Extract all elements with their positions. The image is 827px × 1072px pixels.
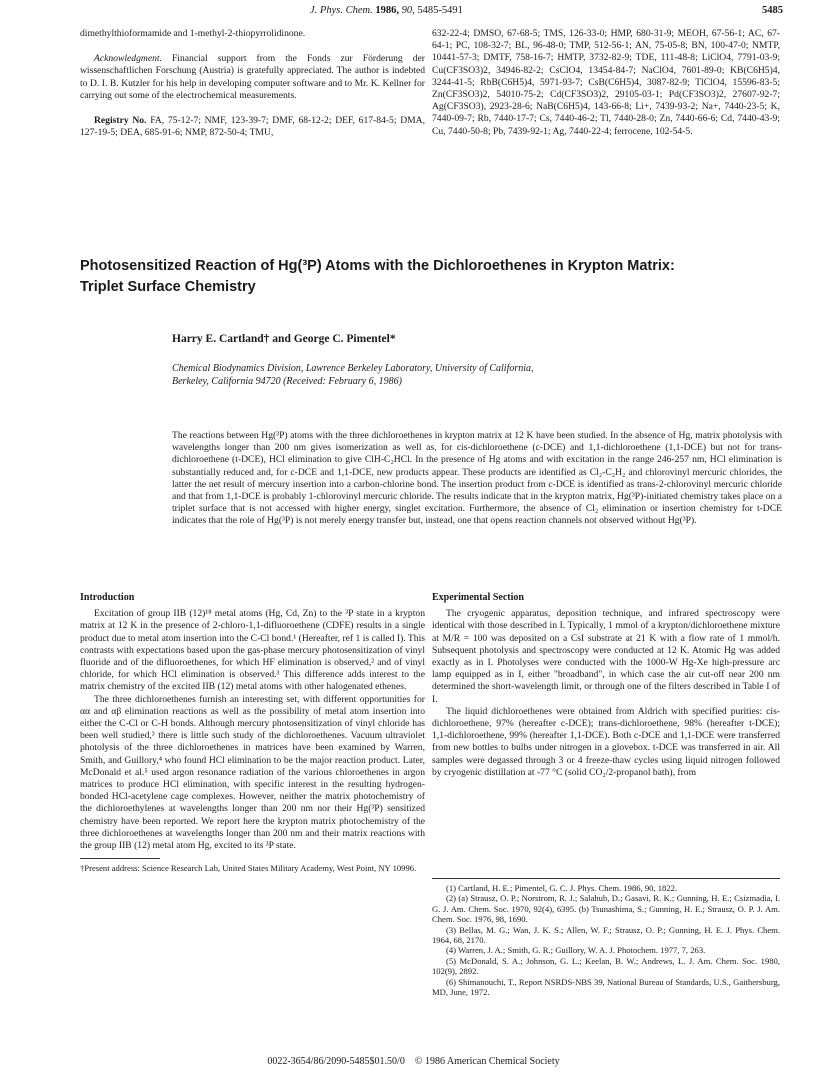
reference-item: (5) McDonald, S. A.; Johnson, G. L.; Keelan, B. W.; Andrews, L. J. Am. Chem. Soc. 1980, 102(9), 2892. xyxy=(432,955,780,977)
abstract: The reactions between Hg(³P) atoms with the three dichloroethenes in krypton matrix at 12 K have been studied. In the absence of Hg, matrix photolysis with wavelengths longer than 200 nm gives isomerization as well as, for cis-dichloroethene (c-DCE) and 1,1-dichloroethene (1,1-DCE) but not for trans-dichloroethene (t-DCE), HCl elimination to give ClH-C₂HCl. In the presence of Hg atoms and with excitation in the range 246-257 nm, HCl elimination is substantially reduced and, for c-DCE and 1,1-DCE, new products appear. These products are identified as Cl₂-C₂H₂ and chlorovinyl mercuric chlorides, the latter the net result of mercury insertion into a carbon-chlorine bond. The insertion product from c-DCE is identified as trans-2-chlorovinyl mercuric chloride and that from 1,1-DCE is probably 1-chlorovinyl mercuric chloride. The results indicate that in the krypton matrix, Hg(³P)-initiated chemistry takes place on a triplet surface that is not accessed with higher energy, singlet excitation. Furthermore, the absence of Cl₂ elimination or insertion chemistry for t-DCE indicates that the role of Hg(³P) is not merely energy transfer but, instead, one that opens reaction channels not observed without Hg(³P). xyxy=(172,430,782,527)
experimental-paragraph-1: The cryogenic apparatus, deposition technique, and infrared spectroscopy were identical with those described in I. Typically, 1 mmol of a krypton/dichloroethene mixture at M/R = 100 was deposited on a CsI substrate at 21 K with a flow rate of 1 mmol/h. Subsequent photolysis and spectroscopy were conducted at 12 K. Atomic Hg was added exactly as in I. Photolyses were conducted with the 1000-W Hg-Xe high-pressure arc lamp equipped as in I, either "broadband", in which case the air cut-off near 200 nm determined the short-wavelength limit, or through one of the filters described in Table I of I. xyxy=(432,608,780,705)
footer-copyright: © 1986 American Chemical Society xyxy=(414,1056,560,1067)
reference-item: (6) Shimanouchi, T., Report NSRDS-NBS 39, National Bureau of Standards, U.S., Gaithersburg, MD, June, 1972. xyxy=(432,976,780,998)
journal-name: J. Phys. Chem. xyxy=(310,5,373,16)
prev-article-tail: dimethylthioformamide and 1-methyl-2-thiopyrrolidinone. xyxy=(80,28,306,39)
registry-numbers-left xyxy=(80,115,425,139)
page-footer xyxy=(0,1056,827,1067)
registry-numbers-right: 632-22-4; DMSO, 67-68-5; TMS, 126-33-0; HMP, 680-31-9; MEOH, 67-56-1; AC, 67-64-1; PC, 108-32-7; BL, 96-48-0; TMP, 512-56-1; AN, 75-05-8; BN, 100-47-0; NMTP, 10441-57-3; DMTF, 758-16-7; HMTP, 3732-82-9; TDE, 111-48-8; LiClO4, 7791-03-9; Cu(CF3SO3)2, 34946-82-2; CsClO4, 13454-84-7; NaClO4, 7601-89-0; KB(C6H5)4, 3244-41-5; RbB(C6H5)4, 5971-93-7; CsB(C6H5)4, 3087-82-9; TlClO4, 15596-83-5; Zn(CF3SO3)2, 54010-75-2; Cd(CF3SO3)2, 29105-03-1; Pd(CF3SO3)2, 27607-92-7; Ag(CF3SO3), 2923-28-6; NaB(C6H5)4, 143-66-8; Li+, 7439-93-2; Na+, 7440-23-5; K, 7440-09-7; Rb, 7440-17-7; Cs, 7440-46-2; Tl, 7440-28-0; Zn, 7440-66-6; Cd, 7440-43-9; Cu, 7440-50-8; Pb, 7439-92-1; Ag, 7440-22-4; ferrocene, 102-54-5. xyxy=(432,28,780,137)
footer-code: 0022-3654/86/2090-5485$01.50/0 xyxy=(267,1056,405,1067)
introduction-column xyxy=(80,592,425,874)
prev-article-right-column xyxy=(432,28,780,138)
authors: Harry E. Cartland† and George C. Pimentel* xyxy=(172,333,396,345)
running-head xyxy=(310,5,463,16)
author-footnote: †Present address: Science Research Lab, United States Military Academy, West Point, NY 10996. xyxy=(80,863,417,874)
journal-pages: 5485-5491 xyxy=(417,5,463,16)
article-title xyxy=(80,256,780,298)
references-divider xyxy=(432,878,780,879)
reference-item: (4) Warren, J. A.; Smith, G. R.; Guillory, W. A. J. Photochem. 1977, 7, 263. xyxy=(446,945,706,956)
acknowledgment xyxy=(80,53,425,102)
page-number: 5485 xyxy=(762,5,783,16)
footnote-divider xyxy=(80,858,160,859)
reference-item: (2) (a) Strausz, O. P.; Norstrom, R. J.; Salahub, D.; Gasavi, R. K.; Gunning, H. E.; Csizmadia, I. G. J. Am. Chem. Soc. 1970, 92(4), 6395. (b) Tsunashima, S.; Gunning, H. E.; Strausz, O. P. J. Am. Chem. Soc. 1976, 98, 1690. xyxy=(432,893,780,925)
reference-item: (1) Cartland, H. E.; Pimentel, G. C. J. Phys. Chem. 1986, 90, 1822. xyxy=(446,883,678,893)
affiliation xyxy=(172,362,692,388)
title-line-2: Triplet Surface Chemistry xyxy=(80,279,256,295)
experimental-paragraph-2: The liquid dichloroethenes were obtained from Aldrich with specified purities: cis-dichloroethene, 97% (hereafter c-DCE); trans-dichloroethene, 98% (hereafter t-DCE); 1,1-dichloroethene, 99% (hereafter 1,1-DCE). Both c-DCE and 1,1-DCE were transferred from new bottles to bulbs under nitrogen in a glovebox. t-DCE was transferred in air. All samples were degassed through 3 or 4 freeze-thaw cycles using liquid nitrogen followed by cryogenic distillation at -77 °C (solid CO₂/2-propanol bath), from xyxy=(432,705,780,778)
references-list xyxy=(432,883,780,997)
introduction-paragraph-1: Excitation of group IIB (12)¹⁸ metal atoms (Hg, Cd, Zn) to the ³P state in a krypton matrix at 12 K in the presence of 2-chloro-1,1-difluoroethene (CDFE) results in a single product due to metal atom insertion into the C-Cl bond.¹ (Hereafter, ref 1 is called I). This contrasts with expectations based upon the gas-phase mercury photosensitization of vinyl fluoride and of the difluoroethenes, for which HF elimination is observed,² and of vinyl chloride, for which HCl elimination is observed.³ This difference adds interest to the matrix chemistry of the excited IIB (12) metal atoms with other halogenated ethenes. xyxy=(80,608,425,693)
ack-label: Acknowledgment. xyxy=(94,53,162,65)
affiliation-line-1: Chemical Biodynamics Division, Lawrence Berkeley Laboratory, University of California, xyxy=(172,363,534,374)
prev-article-left-column xyxy=(80,28,425,139)
ack-text: Financial support from the Fonds zur Förderung der wissenschaftlichen Forschung (Austria) is gratefully appreciated. The author is indebted to D. I. B. Kutzler for his help in developing computer software and to Mr. K. Kellner for carrying out some of the electrochemical measurements. xyxy=(80,53,425,101)
journal-year: 1986, xyxy=(375,5,399,16)
experimental-heading: Experimental Section xyxy=(432,592,524,603)
affiliation-line-2: Berkeley, California 94720 (Received: February 6, 1986) xyxy=(172,376,402,387)
introduction-heading: Introduction xyxy=(80,592,135,603)
journal-volume: 90, xyxy=(401,5,415,16)
reference-item: (3) Bellas, M. G.; Wan, J. K. S.; Allen, W. F.; Strausz, O. P.; Gunning, H. E. J. Phys. Chem. 1964, 68, 2170. xyxy=(432,924,780,946)
registry-label: Registry No. xyxy=(94,115,147,127)
introduction-paragraph-2: The three dichloroethenes furnish an interesting set, with different opportunities for αα and αβ elimination reactions as well as the possibility of metal atom insertion into either the C-Cl or C-H bonds. Although mercury photosensitization of vinyl chloride has been well studied,³ there is little such study of the dichloroethenes. Vacuum ultraviolet photolysis of the three dichloroethenes in matrices have been examined by Warren, Smith, and Guillory,⁴ who found HCl elimination to be the major reaction product. Later, McDonald et al.⁵ used argon resonance radiation of the various chloroethenes in argon matrices to produce HCl elimination, with specific interest in the resulting hydrogen-bonded HCl-acetylene cage complexes. However, neither the matrix photochemistry of the dichloroethylenes at wavelengths longer than 200 nm nor their Hg(³P) sensitized chemistry have been reported. We report here the krypton matrix photochemistry of the three dichloroethenes at wavelengths longer than 200 nm and their matrix reactions with the group IIB (12) metal atom Hg, excited to its ³P state. xyxy=(80,693,425,852)
experimental-column xyxy=(432,592,780,779)
registry-text-left: FA, 75-12-7; NMF, 123-39-7; DMF, 68-12-2; DEF, 617-84-5; DMA, 127-19-5; DEA, 685-91-6; NMP, 872-50-4; TMU, xyxy=(80,115,425,139)
title-line-1: Photosensitized Reaction of Hg(³P) Atoms with the Dichloroethenes in Krypton Matrix: xyxy=(80,258,675,274)
